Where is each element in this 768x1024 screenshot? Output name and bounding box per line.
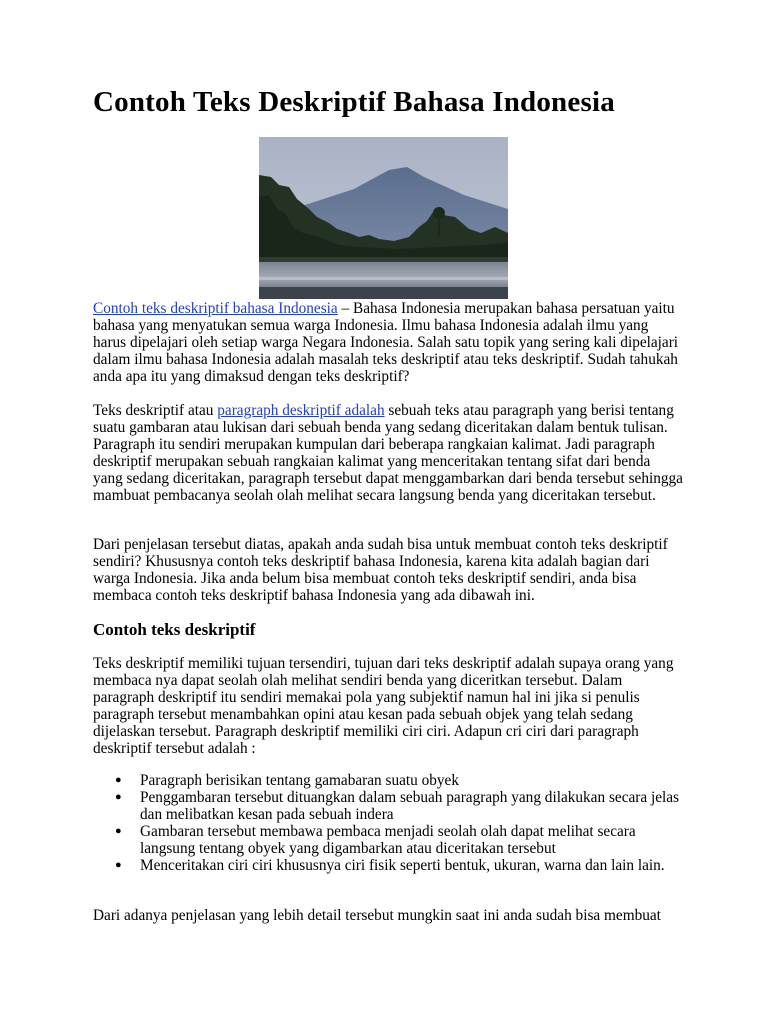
bullet-icon: ● — [115, 825, 122, 837]
definition-text-end: sebuah teks atau paragraph yang berisi tentang suatu gambaran atau lukisan dari sebuah benda yang sedang diceritakan dalam bentuk tulisan. Paragraph itu sendiri merupakan kumpulan dari beberapa rangkaian kalimat. Jadi paragraph deskriptif merupakan sebuah rangkaian kalimat yang menceritakan tentang sifat dari benda yang sedang diceritakan, paragraph tersebut dapat menggambarkan dari benda tersebut sehingga mambuat pembacanya seolah olah melihat secara langsung benda yang diceritakan tersebut. — [93, 402, 683, 504]
closing-paragraph: Dari adanya penjelasan yang lebih detail tersebut mungkin saat ini anda sudah bisa membuat — [93, 907, 661, 924]
definition-paragraph — [93, 402, 683, 504]
bullet-icon: ● — [115, 859, 122, 871]
list-item-text: Penggambaran tersebut dituangkan dalam sebuah paragraph yang dilakukan secara jelas dan melibatkan kesan pada sebuah indera — [140, 789, 680, 823]
list-item — [93, 857, 683, 874]
list-item-text: Paragraph berisikan tentang gamabaran suatu obyek — [140, 772, 459, 789]
section-heading: Contoh teks deskriptif — [93, 620, 256, 639]
list-item — [93, 823, 683, 857]
intro-text: – Bahasa Indonesia merupakan bahasa persatuan yaitu bahasa yang menyatukan semua warga Indonesia. Ilmu bahasa Indonesia adalah ilmu yang harus dipelajari oleh setiap warga Negara Indonesia. Salah satu topik yang sering kali dipelajari dalam ilmu bahasa Indonesia adalah masalah teks deskriptif atau teks deskriptif. Sudah tahukah anda apa itu yang dimaksud dengan teks deskriptif? — [93, 300, 679, 385]
bullet-icon: ● — [115, 791, 122, 803]
characteristics-list — [93, 772, 683, 874]
definition-link[interactable]: paragraph deskriptif adalah — [217, 402, 385, 419]
lake-mountain-photo — [259, 137, 508, 299]
list-item — [93, 772, 683, 789]
purpose-paragraph: Teks deskriptif memiliki tujuan tersendiri, tujuan dari teks deskriptif adalah supaya orang yang membaca nya dapat seolah olah melihat sendiri benda yang diceritkan tersebut. Dalam paragraph deskriptif itu sendiri memakai pola yang subjektif namun hal ini jika si penulis paragraph tersebut menambahkan opini atau kesan pada sebuah objek yang telah sedang dijelaskan tersebut. Paragraph deskriptif memiliki ciri ciri. Adapun cri ciri dari paragraph deskriptif tersebut adalah : — [93, 655, 674, 757]
bullet-icon: ● — [115, 774, 122, 786]
list-item-text: Gambaran tersebut membawa pembaca menjadi seolah olah dapat melihat secara langsung tentang obyek yang digambarkan atau diceritakan tersebut — [140, 823, 636, 857]
list-item-text: Menceritakan ciri ciri khususnya ciri fisik seperti bentuk, ukuran, warna dan lain lain. — [140, 857, 665, 874]
page-title: Contoh Teks Deskriptif Bahasa Indonesia — [93, 86, 615, 118]
list-item — [93, 789, 683, 823]
explanation-paragraph: Dari penjelasan tersebut diatas, apakah anda sudah bisa untuk membuat contoh teks deskriptif sendiri? Khususnya contoh teks deskriptif bahasa Indonesia, karena kita adalah bagian dari warga Indonesia. Jika anda belum bisa membuat contoh teks deskriptif sendiri, anda bisa membaca contoh teks deskriptif bahasa Indonesia yang ada dibawah ini. — [93, 536, 668, 604]
intro-link[interactable]: Contoh teks deskriptif bahasa Indonesia — [93, 300, 338, 317]
intro-paragraph — [93, 300, 683, 385]
definition-text-start: Teks deskriptif atau — [93, 402, 218, 419]
